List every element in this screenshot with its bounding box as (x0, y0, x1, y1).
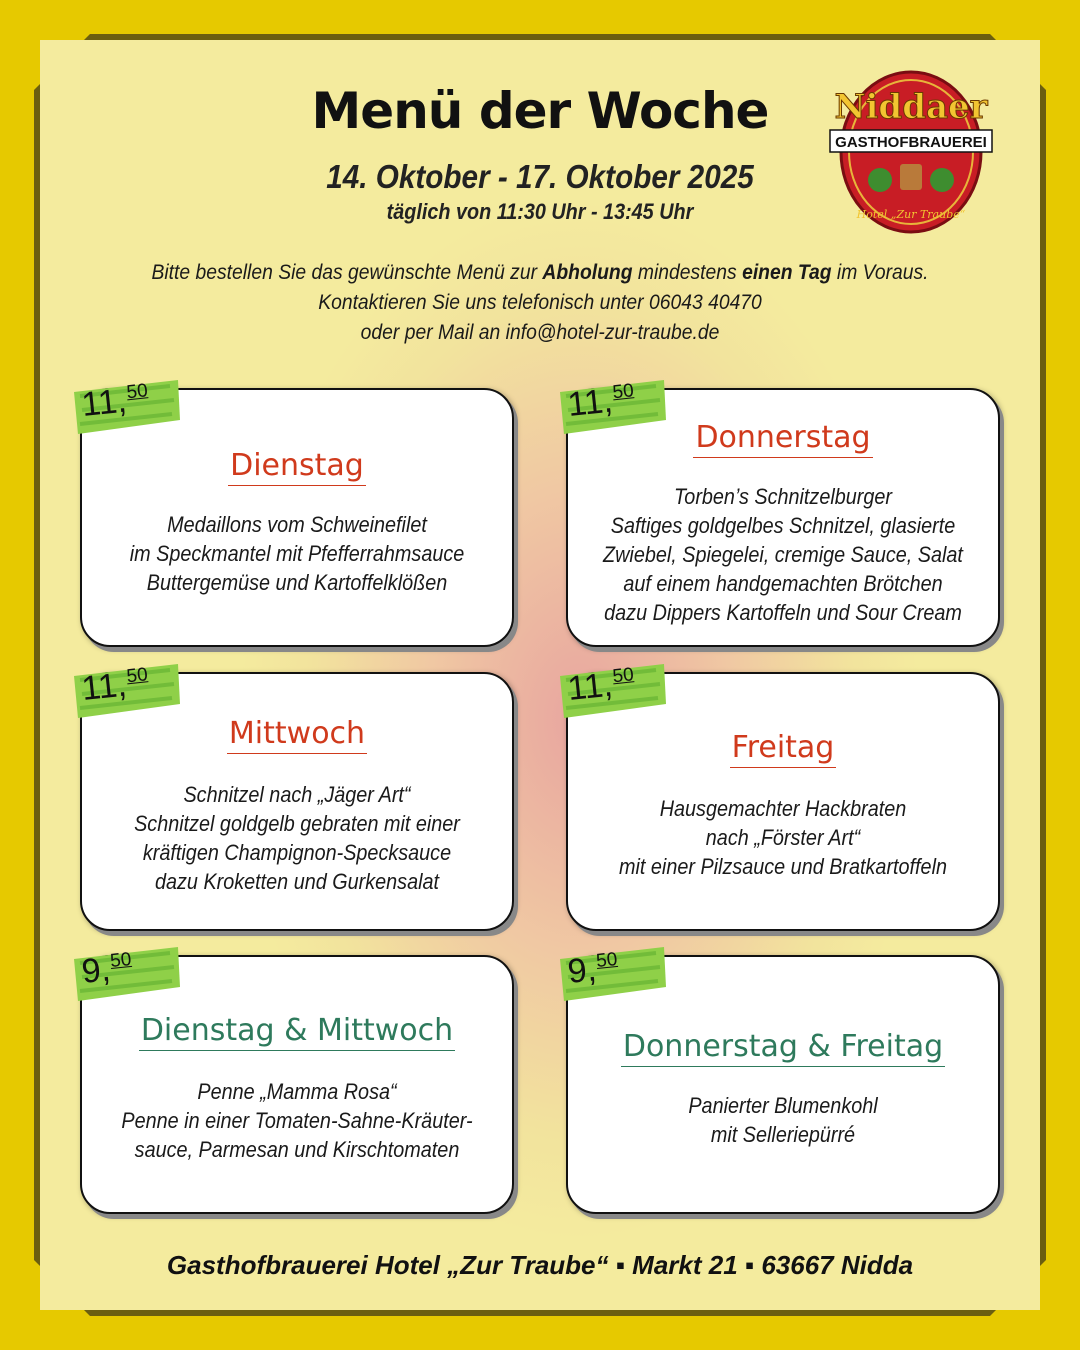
price-tag (556, 378, 668, 436)
info-mail: oder per Mail an info@hotel-zur-traube.de (360, 321, 720, 344)
menu-line: Medaillons vom Schweinefilet (167, 512, 427, 537)
menu-line: Saftiges goldgelbes Schnitzel, glasierte (610, 513, 956, 538)
menu-line: Torben’s Schnitzelburger (674, 484, 892, 509)
price-tag (70, 945, 182, 1003)
menu-line: Schnitzel goldgelb gebraten mit einer (134, 811, 460, 836)
menu-line: dazu Kroketten und Gurkensalat (155, 869, 439, 894)
price-cents: 50 (595, 948, 619, 973)
menu-line: mit Selleriepürré (710, 1122, 856, 1147)
menu-description (111, 780, 484, 896)
price-tag (70, 378, 182, 436)
price-main: 11, (565, 381, 615, 425)
menu-day: Dienstag (228, 448, 366, 486)
menu-line: mit einer Pilzsauce und Bratkartoffeln (619, 854, 947, 879)
menu-line: Hausgemachter Hackbraten (659, 796, 907, 821)
price-main: 11, (79, 381, 129, 425)
price-cents: 50 (109, 948, 133, 973)
logo-subtitle: GASTHOFBRAUEREI (835, 134, 987, 151)
menu-description (111, 510, 484, 597)
info-text: im Voraus. (831, 261, 929, 284)
menu-day: Freitag (730, 730, 837, 768)
menu-line: Panierter Blumenkohl (688, 1093, 878, 1118)
price-cents: 50 (611, 664, 635, 688)
order-info (98, 258, 981, 348)
info-phone: Kontaktieren Sie uns telefonisch unter 06043 40470 (318, 291, 762, 314)
price-main: 9, (79, 950, 113, 992)
menu-line: nach „Förster Art“ (705, 825, 861, 850)
logo-brand: Niddaer (834, 87, 988, 127)
price-tag (556, 945, 668, 1003)
menu-line: Penne „Mamma Rosa“ (197, 1079, 397, 1104)
menu-line: Buttergemüse und Kartoffelklößen (146, 570, 448, 595)
menu-line: kräftigen Champignon-Specksauce (142, 840, 452, 865)
menu-line: Zwiebel, Spiegelei, cremige Sauce, Salat (603, 542, 963, 567)
price-cents: 50 (125, 664, 149, 688)
price-tag (556, 662, 668, 720)
logo-hotel: Hotel „Zur Traube“ (856, 208, 966, 221)
menu-line: auf einem handgemachten Brötchen (623, 571, 943, 596)
menu-line: Schnitzel nach „Jäger Art“ (183, 782, 411, 807)
menu-day: Donnerstag & Freitag (621, 1029, 945, 1067)
price-cents: 50 (125, 380, 149, 404)
opening-hours: täglich von 11:30 Uhr - 13:45 Uhr (386, 199, 694, 224)
menu-line: sauce, Parmesan und Kirschtomaten (134, 1137, 460, 1162)
info-text: Bitte bestellen Sie das gewünschte Menü zur (151, 261, 543, 284)
price-main: 11, (565, 665, 615, 709)
menu-line: Penne in einer Tomaten-Sahne-Kräuter- (121, 1108, 473, 1133)
price-main: 11, (79, 665, 129, 709)
date-range: 14. Oktober - 17. Oktober 2025 (326, 158, 754, 195)
menu-line: im Speckmantel mit Pfefferrahmsauce (129, 541, 465, 566)
price-cents: 50 (611, 380, 635, 404)
menu-description (597, 1091, 970, 1149)
page-title: Menü der Woche (311, 82, 769, 140)
menu-description (111, 1077, 484, 1164)
info-bold-pickup: Abholung (542, 261, 633, 284)
menu-description (597, 482, 970, 627)
menu-day: Donnerstag (693, 420, 872, 458)
menu-description (597, 794, 970, 881)
menu-day: Mittwoch (227, 716, 367, 754)
info-bold-day: einen Tag (742, 261, 832, 284)
price-main: 9, (565, 950, 599, 992)
info-text: mindestens (632, 261, 743, 284)
price-tag (70, 662, 182, 720)
menu-line: dazu Dippers Kartoffeln und Sour Cream (604, 600, 962, 625)
footer-address: Gasthofbrauerei Hotel „Zur Traube“ ▪ Markt 21 ▪ 63667 Nidda (166, 1250, 914, 1280)
menu-day: Dienstag & Mittwoch (139, 1013, 455, 1051)
